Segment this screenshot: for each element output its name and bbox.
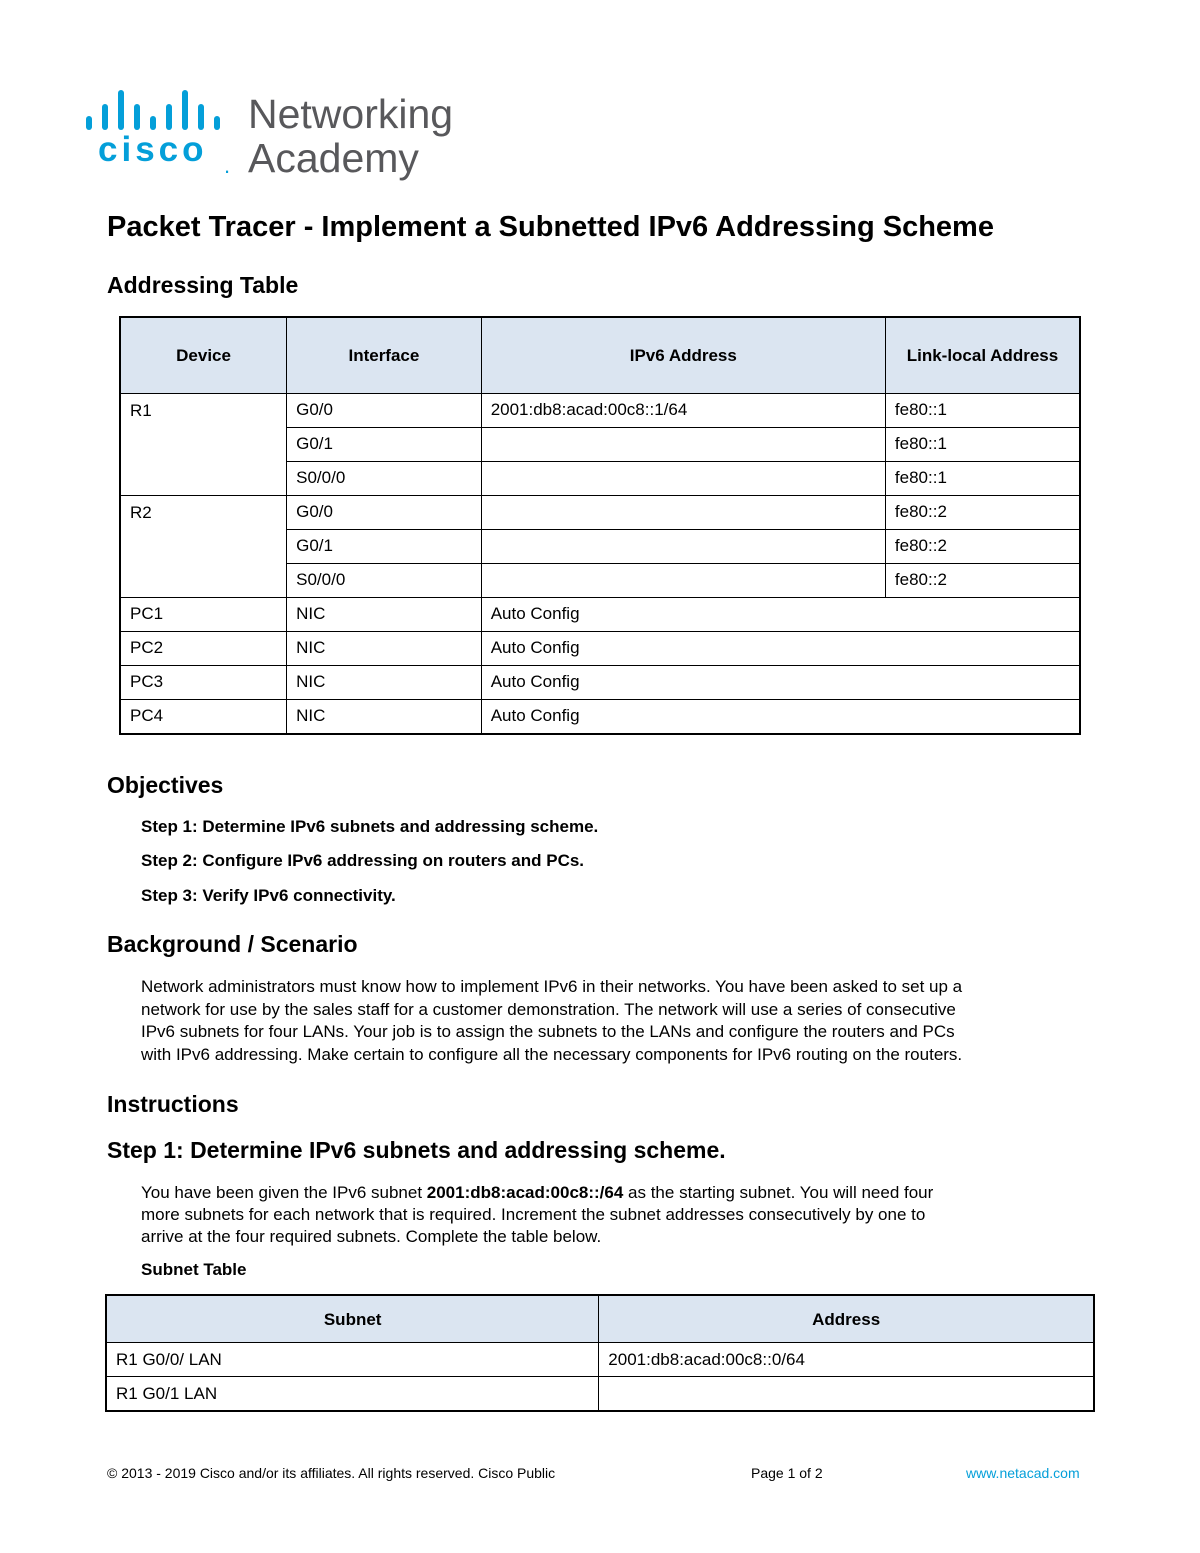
subnet-cell: R1 G0/0/ LAN xyxy=(106,1343,599,1377)
column-header-address: Address xyxy=(599,1295,1094,1343)
footer-website-link[interactable]: www.netacad.com xyxy=(966,1465,1080,1481)
ipv6-cell: Auto Config xyxy=(481,631,1080,665)
link-local-cell: fe80::2 xyxy=(885,563,1080,597)
ipv6-cell xyxy=(481,563,885,597)
step-1-text-line-2: more subnets for each network that is required. Increment the subnet addresses consecutively by one to xyxy=(141,1205,926,1224)
column-header-device: Device xyxy=(120,317,287,393)
subnet-table xyxy=(105,1294,1095,1412)
background-line-2: network for use by the sales staff for a customer demonstration. The network will use a series of consecutive xyxy=(141,1000,956,1019)
ipv6-cell: Auto Config xyxy=(481,597,1080,631)
interface-cell: NIC xyxy=(287,665,482,699)
interface-cell: G0/1 xyxy=(287,529,482,563)
background-line-3: IPv6 subnets for four LANs. Your job is to assign the subnets to the LANs and configure the routers and PCs xyxy=(141,1022,955,1041)
interface-cell: G0/0 xyxy=(287,393,482,427)
background-line-1: Network administrators must know how to implement IPv6 in their networks. You have been asked to set up a xyxy=(141,977,963,996)
ipv6-cell: Auto Config xyxy=(481,665,1080,699)
table-row xyxy=(120,665,1080,699)
link-local-cell: fe80::1 xyxy=(885,427,1080,461)
step-1-text-line-3: arrive at the four required subnets. Complete the table below. xyxy=(141,1227,602,1246)
step-1-text-after: as the starting subnet. You will need four xyxy=(623,1183,934,1202)
device-cell: PC3 xyxy=(120,665,287,699)
objective-step-1: Step 1: Determine IPv6 subnets and addressing scheme. xyxy=(141,817,599,836)
link-local-cell: fe80::2 xyxy=(885,529,1080,563)
subnet-table-label: Subnet Table xyxy=(141,1260,247,1279)
column-header-interface: Interface xyxy=(287,317,482,393)
link-local-cell: fe80::1 xyxy=(885,461,1080,495)
background-line-4: with IPv6 addressing. Make certain to configure all the necessary components for IPv6 routing on the routers. xyxy=(141,1045,963,1064)
page-title: Packet Tracer - Implement a Subnetted IPv6 Addressing Scheme xyxy=(107,211,994,243)
cisco-bars-icon xyxy=(84,86,244,130)
table-row xyxy=(120,699,1080,734)
table-row xyxy=(120,495,1080,529)
ipv6-cell: 2001:db8:acad:00c8::1/64 xyxy=(481,393,885,427)
logo-line-academy: Academy xyxy=(248,135,419,181)
table-row xyxy=(106,1343,1094,1377)
footer-copyright: © 2013 - 2019 Cisco and/or its affiliates. All rights reserved. Cisco Public xyxy=(107,1465,556,1481)
instructions-heading: Instructions xyxy=(107,1091,239,1117)
starting-subnet: 2001:db8:acad:00c8::/64 xyxy=(426,1183,624,1202)
step-1-heading: Step 1: Determine IPv6 subnets and addressing scheme. xyxy=(107,1137,726,1163)
subnet-cell: R1 G0/1 LAN xyxy=(106,1377,599,1412)
table-row xyxy=(120,597,1080,631)
device-cell: R2 xyxy=(120,495,287,597)
table-row xyxy=(106,1377,1094,1412)
wordmark-dot: . xyxy=(224,153,231,178)
column-header-ipv6-address: IPv6 Address xyxy=(481,317,885,393)
cisco-networking-academy-logo xyxy=(84,86,484,186)
address-cell: 2001:db8:acad:00c8::0/64 xyxy=(599,1343,1094,1377)
interface-cell: NIC xyxy=(287,631,482,665)
link-local-cell: fe80::1 xyxy=(885,393,1080,427)
address-cell xyxy=(599,1377,1094,1412)
interface-cell: NIC xyxy=(287,699,482,734)
addressing-table-heading: Addressing Table xyxy=(107,272,299,298)
table-row xyxy=(120,631,1080,665)
addressing-table xyxy=(119,316,1081,735)
device-cell: PC2 xyxy=(120,631,287,665)
ipv6-cell xyxy=(481,427,885,461)
footer-page-number: Page 1 of 2 xyxy=(751,1465,823,1481)
interface-cell: NIC xyxy=(287,597,482,631)
ipv6-cell: Auto Config xyxy=(481,699,1080,734)
background-heading: Background / Scenario xyxy=(107,931,358,957)
link-local-cell: fe80::2 xyxy=(885,495,1080,529)
ipv6-cell xyxy=(481,529,885,563)
objective-step-2: Step 2: Configure IPv6 addressing on routers and PCs. xyxy=(141,851,585,870)
ipv6-cell xyxy=(481,495,885,529)
logo-line-networking: Networking xyxy=(248,91,454,137)
interface-cell: S0/0/0 xyxy=(287,461,482,495)
ipv6-cell xyxy=(481,461,885,495)
device-cell: R1 xyxy=(120,393,287,495)
device-cell: PC4 xyxy=(120,699,287,734)
interface-cell: G0/0 xyxy=(287,495,482,529)
objective-step-3: Step 3: Verify IPv6 connectivity. xyxy=(141,886,396,905)
step-1-text-before: You have been given the IPv6 subnet xyxy=(141,1183,427,1202)
cisco-wordmark: cisco xyxy=(98,130,208,169)
device-cell: PC1 xyxy=(120,597,287,631)
table-row xyxy=(120,393,1080,427)
column-header-subnet: Subnet xyxy=(106,1295,599,1343)
column-header-link-local: Link-local Address xyxy=(885,317,1080,393)
objectives-heading: Objectives xyxy=(107,772,224,798)
interface-cell: S0/0/0 xyxy=(287,563,482,597)
interface-cell: G0/1 xyxy=(287,427,482,461)
step-1-text-line-1 xyxy=(141,1182,1101,1205)
